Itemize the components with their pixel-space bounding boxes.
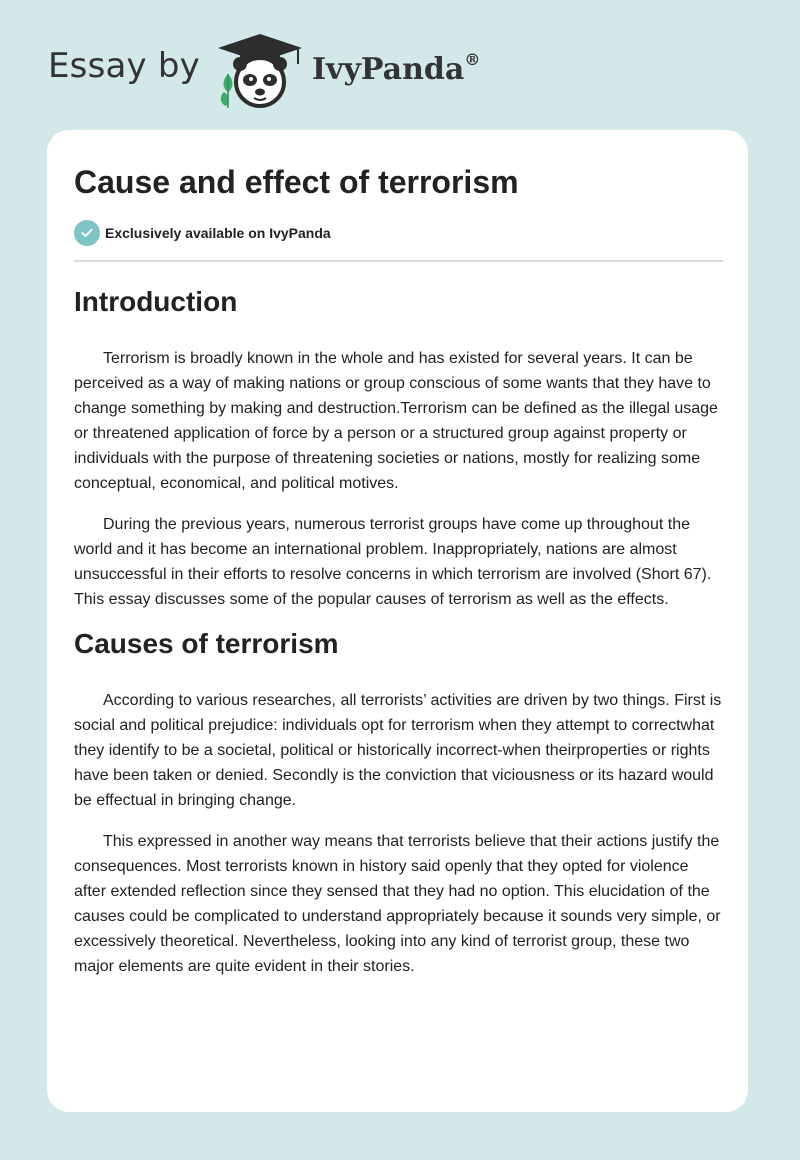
check-icon (74, 220, 100, 246)
registered-mark: ® (464, 49, 481, 69)
section-heading-causes: Causes of terrorism (74, 628, 339, 659)
paragraph: Terrorism is broadly known in the whole and has existed for several years. It can be perceived as a way of making nations or group conscious of some wants that they have to change something by making and destruction.Terrorism can be defined as the illegal usage or threatened application of force by a person or a structured group against property or individuals with the purpose of threatening societies or nations, mostly for realizing some conceptual, economical, and political motives. (74, 350, 718, 492)
brand-text: IvyPanda (311, 51, 465, 87)
essay-body (74, 280, 723, 979)
exclusive-badge (74, 220, 331, 246)
paragraph: During the previous years, numerous terrorist groups have come up throughout the world and it has become an international problem. Inappropriately, nations are almost unsuccessful in their efforts to resolve concerns in which terrorism are involved (Short 67). This essay discusses some of the popular causes of terrorism as well as the effects. (74, 516, 712, 608)
divider (74, 260, 723, 262)
essay-by-label: Essay by (48, 46, 200, 86)
page-title: Cause and effect of terrorism (74, 164, 519, 200)
essay-card (47, 130, 748, 1112)
section-heading-introduction: Introduction (74, 286, 238, 317)
brand-name[interactable] (311, 49, 481, 87)
site-header (48, 30, 748, 110)
paragraph: This expressed in another way means that terrorists believe that their actions justify the consequences. Most terrorists known in history said openly that they opted for violence after extended reflection since they sensed that they had no option. This elucidation of the causes could be complicated to understand appropriately because it sounds very simple, or excessively theoretical. Nevertheless, looking into any kind of terrorist group, these two major elements are quite evident in their stories. (74, 833, 721, 975)
ivypanda-logo-icon[interactable] (214, 30, 306, 110)
paragraph: According to various researches, all terrorists’ activities are driven by two things. First is social and political prejudice: individuals opt for terrorism when they attempt to correctwhat they identify to be a societal, political or historically incorrect-when theirproperties or rights have been taken or denied. Secondly is the conviction that viciousness or its hazard would be effectual in bringing change. (74, 692, 722, 809)
badge-label: Exclusively available on IvyPanda (105, 225, 331, 241)
